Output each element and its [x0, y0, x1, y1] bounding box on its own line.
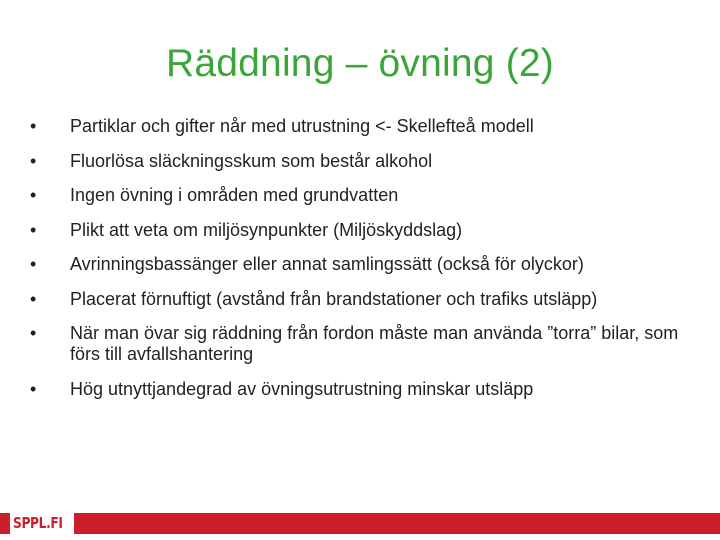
bullet-item — [30, 379, 700, 400]
bullet-marker: • — [30, 378, 37, 399]
bullet-text: Hög utnyttjandegrad av övningsutrustning minskar utsläpp — [70, 378, 534, 399]
sppl-logo: SPPL.FI — [13, 514, 63, 532]
bullet-item — [30, 289, 700, 310]
bullet-text: Partiklar och gifter når med utrustning <- Skellefteå modell — [70, 116, 534, 136]
bullet-marker: • — [30, 219, 37, 240]
bullet-text: Ingen övning i områden med grundvatten — [70, 185, 399, 205]
bullet-item — [30, 185, 700, 206]
slide-title: Räddning – övning (2) — [166, 42, 554, 85]
footer-red-stripe-right — [74, 513, 720, 534]
bullet-text: Placerat förnuftigt (avstånd från brandstationer och trafiks utsläpp) — [70, 288, 598, 309]
footer-bar — [0, 513, 720, 534]
bullet-text: Plikt att veta om miljösynpunkter (Miljöskyddslag) — [70, 219, 463, 240]
bullet-list — [30, 116, 700, 413]
bullet-item — [30, 116, 700, 137]
bullet-marker: • — [30, 150, 37, 171]
bullet-marker: • — [30, 288, 37, 309]
bullet-item — [30, 220, 700, 241]
bullet-text: När man övar sig räddning från fordon måste man använda ”torra” bilar, som förs till avfallshantering — [70, 323, 679, 364]
bullet-item — [30, 323, 700, 365]
bullet-text: Avrinningsbassänger eller annat samlingssätt (också för olyckor) — [70, 254, 584, 274]
bullet-item — [30, 151, 700, 172]
bullet-item — [30, 254, 700, 275]
footer-red-stripe-left — [0, 513, 10, 534]
bullet-marker: • — [30, 254, 37, 274]
bullet-text: Fluorlösa släckningsskum som består alkohol — [70, 150, 433, 171]
bullet-marker: • — [30, 185, 37, 205]
bullet-marker: • — [30, 116, 37, 136]
bullet-marker: • — [30, 323, 37, 343]
